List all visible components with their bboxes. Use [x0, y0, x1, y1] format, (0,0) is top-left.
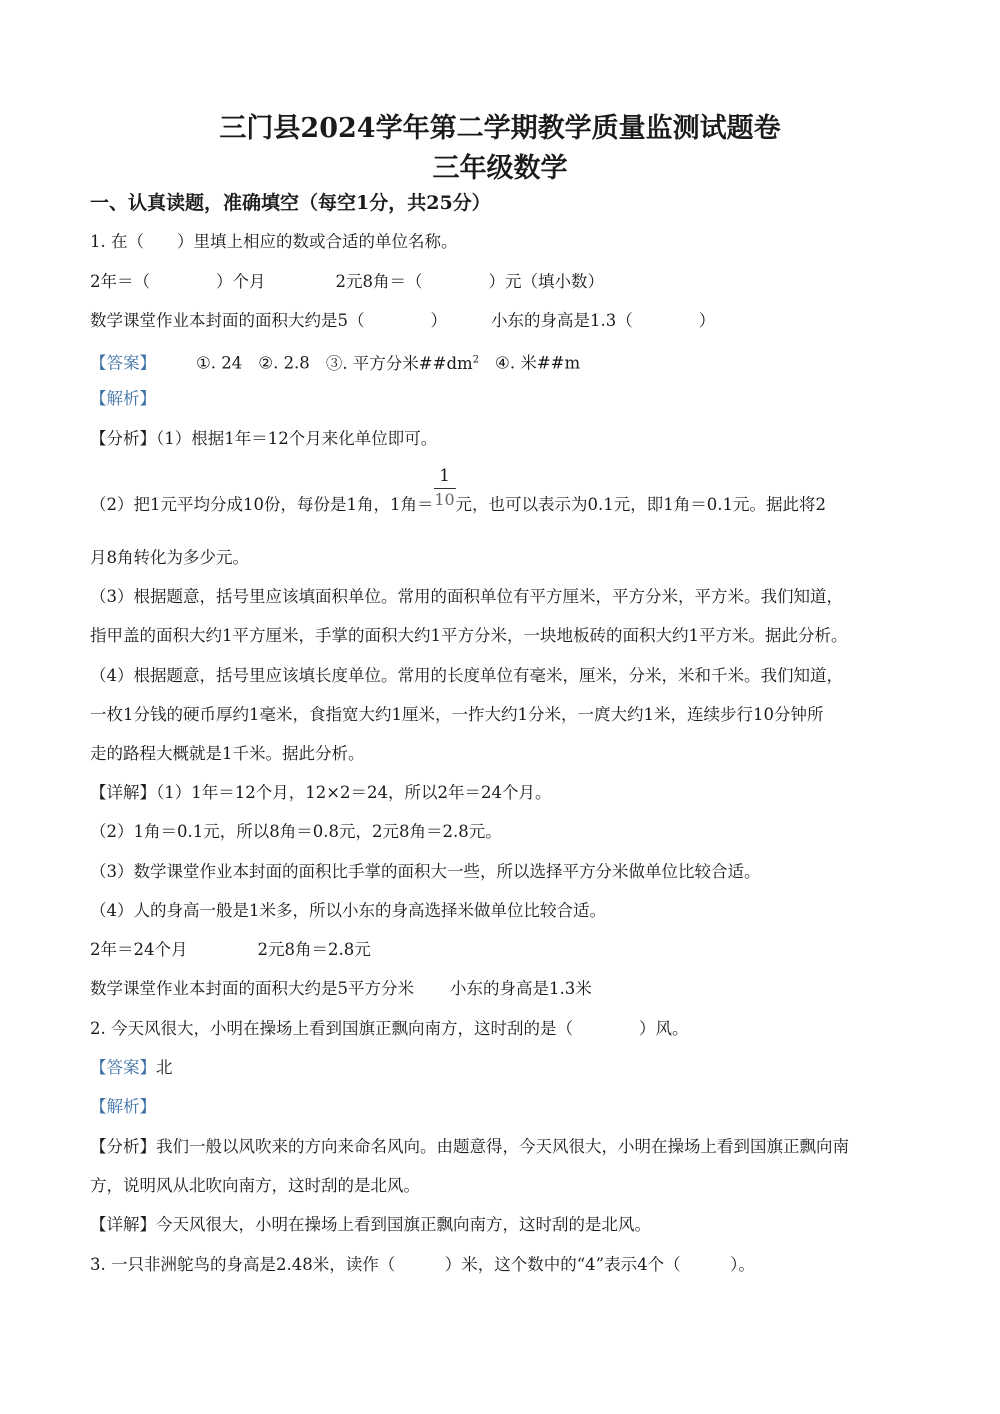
q1-answer — [90, 348, 580, 376]
q1-analysis-1: 【分析】（1）根据1年＝12个月来化单位即可。 — [90, 429, 438, 448]
q1-analysis-3b: 指甲盖的面积大约1平方厘米，手掌的面积大约1平方分米，一块地板砖的面积大约1平方米。据此分析。 — [90, 626, 848, 645]
jiexi-tag: 【解析】 — [90, 389, 156, 408]
q2-answer — [90, 1056, 173, 1080]
q1-analysis-4a: （4）根据题意，括号里应该填长度单位。常用的长度单位有毫米，厘米，分米，米和千米。我们知道， — [90, 666, 843, 685]
answer-3: ③. 平方分米$\#\#dm^2$ — [325, 353, 480, 373]
q1-analysis-2: （2）把1元平均分成10份，每份是1角，1角＝ $\frac{1}{10}$ 元，也可以表示为0.1元，即1角＝0.1元。据此将2 — [90, 466, 826, 514]
section-heading: 一、认真读题，准确填空（每空1分，共25分） — [90, 192, 491, 214]
q1-line1 — [90, 270, 604, 294]
q1-blank-area: 数学课堂作业本封面的面积大约是5（ ） — [90, 311, 447, 330]
q1-analysis-4b: 一枚1分钱的硬币厚约1毫米，食指宽大约1厘米，一拃大约1分米，一庹大约1米，连续步行10分钟所 — [90, 705, 824, 724]
q1-detail-1: 【详解】（1）1年＝12个月，12×2＝24，所以2年＝24个月。 — [90, 783, 552, 802]
q1-result-1: 2年＝24个月 2元8角＝2.8元 — [90, 940, 371, 959]
answer-1: ①. 24 — [196, 353, 243, 373]
document-subtitle: 三年级数学 — [432, 153, 568, 184]
q1-detail-4: （4）人的身高一般是1米多，所以小东的身高选择米做单位比较合适。 — [90, 901, 606, 920]
q3-stem: 3. 一只非洲鸵鸟的身高是2.48米，读作（ ）米，这个数中的“4”表示4个（ ）。 — [90, 1255, 755, 1274]
q2-analysis-1: 【分析】我们一般以风吹来的方向来命名风向。由题意得，今天风很大，小明在操场上看到国旗正飘向南 — [90, 1137, 849, 1156]
q1-analysis-2-cont: 月8角转化为多少元。 — [90, 548, 249, 567]
q1-line2 — [90, 309, 715, 333]
q1-detail-2: （2）1角＝0.1元，所以8角＝0.8元，2元8角＝2.8元。 — [90, 822, 502, 841]
q2-stem: 2. 今天风很大，小明在操场上看到国旗正飘向南方，这时刮的是（ ）风。 — [90, 1019, 689, 1038]
jiexi-tag: 【解析】 — [90, 1097, 156, 1116]
q2-detail: 【详解】今天风很大，小明在操场上看到国旗正飘向南方，这时刮的是北风。 — [90, 1215, 651, 1234]
q1-analysis-3a: （3）根据题意，括号里应该填面积单位。常用的面积单位有平方厘米，平方分米，平方米。我们知道， — [90, 587, 843, 606]
fenxi-tag: 【分析】 — [90, 1137, 156, 1156]
document-title: 三门县2024学年第二学期教学质量监测试题卷 — [219, 113, 781, 144]
q1-stem: 1. 在（ ）里填上相应的数或合适的单位名称。 — [90, 232, 458, 251]
q1-result-2: 数学课堂作业本封面的面积大约是5平方分米 小东的身高是1.3米 — [90, 979, 592, 998]
xiangjie-tag: 【详解】 — [90, 1215, 156, 1234]
answer-4: ④. 米##m — [495, 353, 581, 373]
q1-blank-months: 2年＝（ ）个月 — [90, 272, 266, 291]
q1-blank-yuan: 2元8角＝（ ）元（填小数） — [335, 272, 604, 291]
q2-answer-value: 北 — [156, 1058, 173, 1077]
q1-blank-height: 小东的身高是1.3（ ） — [491, 311, 716, 330]
q1-analysis-4c: 走的路程大概就是1千米。据此分析。 — [90, 744, 365, 763]
fraction-one-tenth: $\frac{1}{10}$ — [434, 466, 455, 509]
xiangjie-tag: 【详解】 — [90, 783, 156, 802]
answer-tag: 【答案】 — [90, 1058, 156, 1077]
fenxi-tag: 【分析】 — [90, 429, 156, 448]
answer-tag: 【答案】 — [90, 353, 156, 373]
answer-2: ②. 2.8 — [258, 353, 310, 373]
q1-detail-3: （3）数学课堂作业本封面的面积比手掌的面积大一些，所以选择平方分米做单位比较合适。 — [90, 862, 761, 881]
q2-analysis-2: 方，说明风从北吹向南方，这时刮的是北风。 — [90, 1176, 420, 1195]
